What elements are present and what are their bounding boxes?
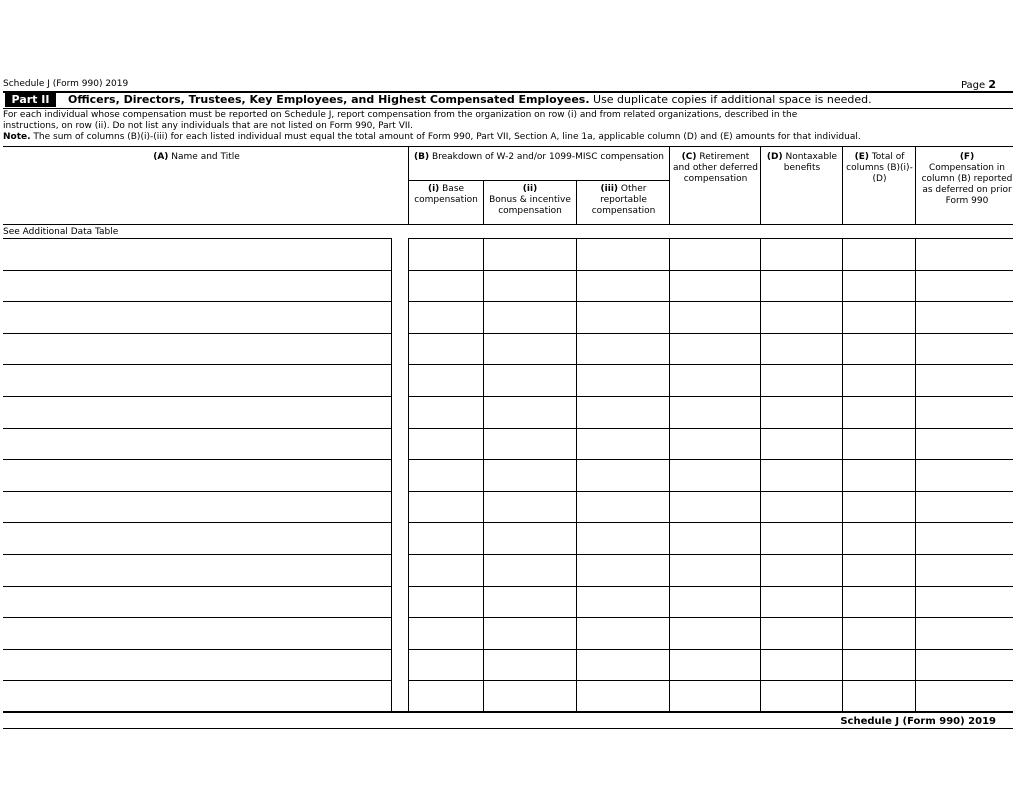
row-rule-name: [3, 396, 391, 397]
row-rule-name: [3, 301, 391, 302]
row-rule-name: [3, 522, 391, 523]
column-divider: [669, 238, 670, 711]
col-f-text: Compensation in column (B) reported as deferred on prior Form 990: [921, 163, 1013, 206]
part-title: [68, 93, 872, 107]
col-b-text: Breakdown of W-2 and/or 1099-MISC compensation: [429, 152, 665, 162]
note-label: Note.: [3, 132, 31, 142]
col-e-label: (E): [854, 152, 869, 162]
column-divider: [915, 238, 916, 711]
form-id: Schedule J (Form 990) 2019: [3, 79, 129, 89]
col-bi-label: (i): [427, 184, 440, 194]
col-c-label: (C): [681, 152, 697, 162]
col-d-header: [762, 152, 842, 174]
row-rule-values: [408, 238, 1013, 239]
col-bi-text: Base compensation: [414, 184, 478, 205]
part-title-bold: Officers, Directors, Trustees, Key Employees, and Highest Compensated Employees.: [68, 93, 590, 106]
row-rule-values: [408, 617, 1013, 618]
row-rule-values: [408, 459, 1013, 460]
column-divider: [842, 238, 843, 711]
column-divider: [576, 238, 577, 711]
col-b-label: (B): [413, 152, 430, 162]
row-rule-values: [408, 649, 1013, 650]
col-f-label: (F): [959, 152, 975, 162]
additional-data-note: See Additional Data Table: [3, 227, 119, 237]
col-e-header: [845, 152, 914, 185]
part-badge: Part II: [5, 93, 56, 107]
col-f-header: [918, 152, 1016, 207]
header-divider-c-d: [760, 146, 761, 224]
row-rule-name: [3, 680, 391, 681]
instructions: [3, 110, 1013, 143]
row-rule-name: [3, 649, 391, 650]
row-rule-name: [3, 617, 391, 618]
footer-rule: [3, 728, 1013, 729]
row-rule-values: [408, 522, 1013, 523]
row-rule-values: [408, 680, 1013, 681]
column-divider: [408, 238, 409, 711]
row-rule-values: [408, 586, 1013, 587]
col-a-text: Name and Title: [168, 152, 240, 162]
row-rule-values: [408, 491, 1013, 492]
page-number: [961, 78, 996, 91]
page-label: Page: [960, 80, 986, 91]
header-divider-b-c: [669, 146, 670, 224]
note-text: The sum of columns (B)(i)-(iii) for each listed individual must equal the total amount of Form 990, Part VII, Section A, line 1a, applicable column (D) and (E) amounts for that individual.: [30, 132, 861, 142]
row-rule-values: [408, 554, 1013, 555]
col-b-header: [410, 152, 668, 163]
instruction-line-2: instructions, on row (ii). Do not list any individuals that are not listed on Form 990, Part VII.: [3, 121, 414, 131]
col-bii-header: [485, 184, 575, 217]
col-d-label: (D): [766, 152, 783, 162]
column-divider: [391, 238, 392, 711]
row-rule-name: [3, 459, 391, 460]
page-number-value: 2: [988, 78, 996, 91]
col-a-header: [5, 152, 388, 163]
header-divider-d-e: [842, 146, 843, 224]
header-divider-bii-biii: [576, 180, 577, 224]
header-divider-a-b: [408, 146, 409, 224]
col-a-label: (A): [153, 152, 169, 162]
col-bii-label: (ii): [522, 184, 538, 194]
instruction-line-1: For each individual whose compensation must be reported on Schedule J, report compensation from the organization on row (i) and from related organizations, described in the: [3, 110, 798, 120]
header-divider-e-f: [915, 146, 916, 224]
row-rule-name: [3, 491, 391, 492]
row-rule-name: [3, 586, 391, 587]
row-rule-name: [3, 238, 391, 239]
row-rule-values: [408, 428, 1013, 429]
row-rule-values: [408, 270, 1013, 271]
col-c-text: Retirement and other deferred compensation: [673, 152, 758, 184]
header-subrule-b: [408, 180, 669, 181]
col-c-header: [672, 152, 759, 185]
instruction-note: [3, 132, 1013, 143]
col-biii-header: [579, 184, 668, 217]
footer-form-id: Schedule J (Form 990) 2019: [840, 716, 996, 727]
row-rule-values: [408, 301, 1013, 302]
header-divider-bi-bii: [483, 180, 484, 224]
table-top-rule: [3, 146, 1013, 147]
column-divider: [760, 238, 761, 711]
col-bii-text: Bonus & incentive compensation: [489, 195, 571, 216]
row-rule-name: [3, 364, 391, 365]
row-rule-values: [408, 396, 1013, 397]
col-e-text: Total of columns (B)(i)-(D): [846, 152, 913, 184]
col-biii-label: (iii): [600, 184, 619, 194]
col-biii-text: Other reportable compensation: [591, 184, 656, 216]
part-title-rest: Use duplicate copies if additional space is needed.: [589, 93, 872, 106]
part-rule: [3, 108, 1013, 109]
col-bi-header: [409, 184, 483, 206]
row-rule-name: [3, 270, 391, 271]
table-bottom-rule: [3, 711, 1013, 713]
row-rule-values: [408, 364, 1013, 365]
row-rule-name: [3, 554, 391, 555]
col-d-text: Nontaxable benefits: [782, 152, 838, 173]
column-divider: [483, 238, 484, 711]
row-rule-name: [3, 333, 391, 334]
row-rule-name: [3, 428, 391, 429]
header-bottom-rule: [3, 224, 1013, 225]
row-rule-values: [408, 333, 1013, 334]
